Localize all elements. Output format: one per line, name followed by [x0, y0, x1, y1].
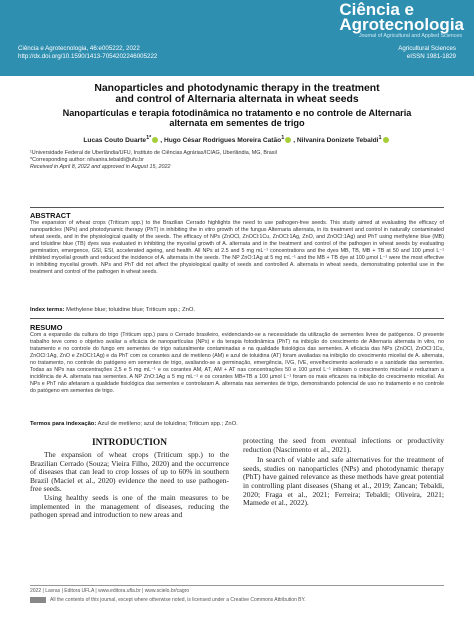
citation-block [18, 45, 157, 61]
footer-line2: All the contents of this journal, except where otherwise noted, is licensed under a Creative Commons Attribution BY. [50, 597, 306, 603]
intro-paragraph: In search of viable and safe alternatives for the treatment of seeds, studies on nanoparticles (NPs) and photodynamic therapy (PhT) have gained relevance as these methods have great potential in controlling plant diseases (Shang et al., 2019; Zancan; Tebaldi, 2020; Fraga et al., 2021; Ferreira; Tebaldi; Oliveira, 2021; Mamede et al., 2022). [243, 455, 444, 508]
resumo-title: RESUMO [30, 323, 63, 332]
citation: Ciência e Agrotecnologia, 46:e005222, 2022 [18, 45, 140, 52]
author-sup: 1 [281, 135, 285, 141]
author-name: Nilvanira Donizete Tebaldi [296, 137, 379, 145]
index-terms [30, 307, 444, 313]
intro-right-column [243, 437, 444, 508]
author-sup: 1 [378, 135, 382, 141]
abstract-text: The expansion of wheat crops (Triticum spp.) to the Brazilian Cerrado highlights the need to use pathogen-free seeds. This study aimed at evaluating the efficacy of nanoparticles (NPs) and photodynamic therapy (PhT) in inhibiting the in vitro growth of the fungus Alternaria alternata, in its treatment and control in naturally contaminated wheat seeds, and in the physiological quality of the seeds. The efficacy of NPs (ZnOCl, ZnOCl:1Cu, ZnOCl:1Ag, ZnO, and ZnOCl:1Ag) and PhT using methylene blue (MB) and toluidine blue (TB) dyes was evaluated in inhibiting the mycelial growth of A. alternata and in the treatment and control of the pathogen in wheat seeds by evaluating germination, emergence, GSI, ESI, accelerated ageing, and health. All NPs at 2.5 and 5 mg mL⁻¹ concentrations and the dyes MB, TB, MB + TB at 50 and 100 μmol L⁻¹ inhibited mycelial growth and reduced the incidence of A. alternata in the seeds. The NP ZnO:1Ag at 5 mg mL⁻¹ and the MB + TB dye at 100 μmol L⁻¹ were the most effective in inhibiting mycelial growth. NPs and PhT did not affect the physiological quality of seeds and controlled A. alternata in wheat seeds, demonstrating potential use in the treatment and control of the pathogen in wheat seeds. [30, 220, 444, 276]
eissn: eISSN 1981-1829 [406, 53, 456, 60]
author-sup: 1* [146, 135, 152, 141]
author-name: Lucas Couto Duarte [83, 137, 147, 145]
title-portuguese [30, 108, 444, 128]
section-name: Agricultural Sciences [398, 45, 456, 52]
title-english [30, 83, 444, 105]
intro-left-column [30, 451, 229, 520]
affiliations [30, 150, 277, 170]
index-terms-pt-label: Termos para indexação: [30, 421, 97, 427]
index-terms-text: Methylene blue; toluidine blue; Triticum spp.; ZnO. [66, 307, 195, 313]
abstract-title: ABSTRACT [30, 211, 71, 220]
intro-paragraph: The expansion of wheat crops (Triticum spp.) to the Brazilian Cerrado (Souza; Vieira Filho, 2020) and the occurrence of diseases that can lead to crop losses of up to 60% in southern Brazil (Maciel et al., 2020) evidence the need to use pathogen-free seeds. [30, 450, 229, 494]
title-pt-line1: Nanopartículas e terapia fotodinâmica no tratamento e no controle de Alternaria [62, 108, 412, 118]
author-name: Hugo César Rodrigues Moreira Catão [163, 137, 282, 145]
divider [30, 207, 444, 208]
resumo-text: Com a expansão da cultura do trigo (Triticum spp.) para o Cerrado brasileiro, evidenciando-se a necessidade da utilização de sementes livres de patógenos. O presente trabalho teve como o objetivo avaliar a eficácia de nanopartículas (NPs) e da terapia fotodinâmica (PhT) na inibição do crescimento de Alternaria alternata in vitro, no tratamento e no controle do fungo em sementes de trigo naturalmente contaminadas e na qualidade fisiológica das sementes. A eficácia das NPs (ZnOCl, ZnOCl:1Cu, ZnOCl:1Ag, ZnO e ZnOCl:1Ag) e da PhT com os corantes azul de metileno (AM) e azul de toluidina (AT) foram avaliadas na inibição do crescimento micelial de A. alternata, no tratamento, no controle do patógeno em sementes de trigo, avaliando-se a germinação, emergência, IVG, IVE, envelhecimento acelerado e a sanidade das sementes. Todas as NPs nas concentrações 2,5 e 5 mg mL⁻¹ e os corantes AM, AT, AM + AT nas concentrações 50 e 100 µmol L⁻¹ inibiram o crescimento micelial e reduziram a incidência de A. alternata nas sementes. A NP ZnO:1Ag a 5 mg mL⁻¹ e os corantes MB+TB a 100 µmol L⁻¹ foram os mais eficazes na inibição do crescimento micelial. As NPs e PhT não afetaram a qualidade fisiológica das sementes e controlaram A. alternata nas sementes de trigo, demonstrando potencial de uso no tratamento e no controle do patógeno em sementes de trigo. [30, 332, 444, 395]
footer-divider [30, 585, 444, 586]
logo-line2: Agrotecnologia [339, 15, 464, 34]
title-en-line2: and control of Alternaria alternata in wheat seeds [115, 94, 359, 105]
logo-line1: Ciência e [339, 0, 414, 19]
received-date: Received in April 8, 2022 and approved in August 15, 2022 [30, 163, 171, 170]
intro-paragraph: Using healthy seeds is one of the main measures to be implemented in the management of diseases, reducing the pathogen spread and introduction to new areas and [30, 492, 229, 520]
journal-logo [339, 2, 464, 32]
section-block [398, 45, 456, 61]
corresponding-author: *Corresponding author: nilvanira.tebaldi@ufu.br [30, 156, 144, 163]
index-terms-pt-text: Azul de metileno; azul de toluidina; Triticum spp.; ZnO. [97, 421, 238, 427]
index-terms-pt [30, 421, 444, 427]
orcid-icon[interactable] [152, 137, 158, 143]
orcid-icon[interactable] [383, 137, 389, 143]
footer-line1: 2022 | Lavras | Editora UFLA | www.editora.ufla.br | www.scielo.br/cagro [30, 588, 190, 594]
title-en-line1: Nanoparticles and photodynamic therapy in the treatment [94, 83, 380, 94]
index-terms-label: Index terms: [30, 307, 65, 313]
creative-commons-icon[interactable] [30, 597, 46, 603]
orcid-icon[interactable] [285, 137, 291, 143]
journal-tagline: Journal of Agricultural and Applied Sciences [358, 33, 462, 39]
intro-paragraph: protecting the seed from eventual infections or productivity reduction (Nascimento et al., 2021). [243, 436, 444, 454]
author-list: Lucas Couto Duarte$^{1*}$ , Hugo César Rodrigues Moreira Catão$^1$ , Nilvanira Donizete Tebaldi$^1$ [0, 135, 474, 144]
title-pt-line2: alternata em sementes de trigo [169, 118, 305, 128]
affiliation: ¹Universidade Federal de Uberlândia/UFU, Instituto de Ciências Agrárias/ICIAG, Uberlândia, MG, Brasil [30, 150, 277, 156]
intro-title: INTRODUCTION [91, 438, 167, 448]
divider [30, 318, 444, 319]
doi-link[interactable]: http://dx.doi.org/10.1590/1413-7054202246005222 [18, 53, 158, 60]
journal-header [0, 0, 474, 76]
